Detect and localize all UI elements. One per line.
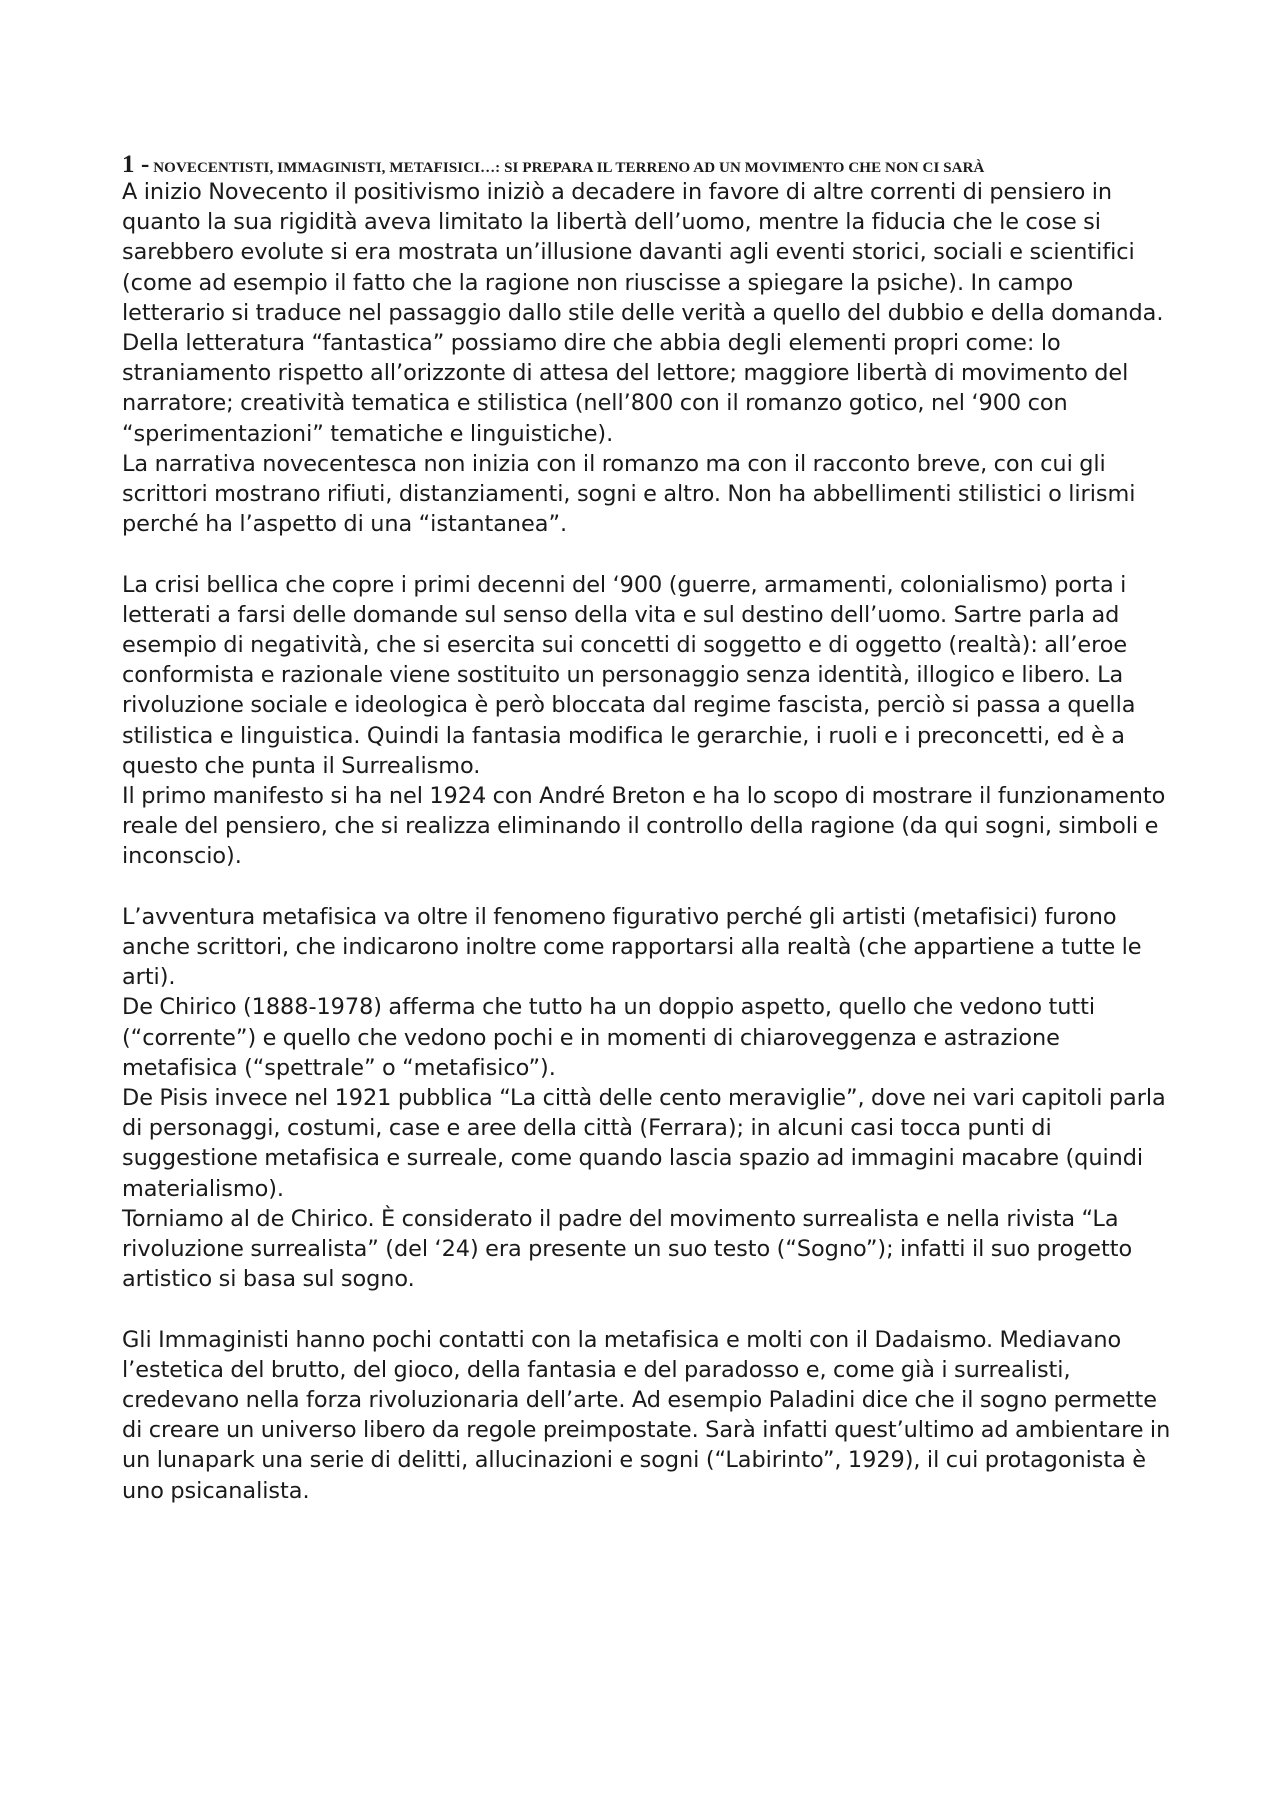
paragraph-spacer <box>122 872 1174 902</box>
paragraph: La crisi bellica che copre i primi decenni del ‘900 (guerre, armamenti, colonialismo) porta i letterati a farsi delle domande sul senso della vita e sul destino dell’uomo. Sartre parla ad esempio di negatività, che si esercita sui concetti di soggetto e di oggetto (realtà): all’eroe conformista e razionale viene sostituito un personaggio senza identità, illogico e libero. La rivoluzione sociale e ideologica è però bloccata dal regime fascista, perciò si passa a quella stilistica e linguistica. Quindi la fantasia modifica le gerarchie, i ruoli e i preconcetti, ed è a questo che punta il Surrealismo. <box>122 571 1136 779</box>
paragraph: Torniamo al de Chirico. È considerato il padre del movimento surrealista e nella rivista “La rivoluzione surrealista” (del ‘24) era presente un suo testo (“Sogno”); infatti il suo progetto artistico si basa sul sogno. <box>122 1205 1133 1293</box>
paragraph: A inizio Novecento il positivismo iniziò a decadere in favore di altre correnti di pensiero in quanto la sua rigidità aveva limitato la libertà dell’uomo, mentre la fiducia che le cose si sarebbero evolute si era mostrata un’illusione davanti agli eventi storici, sociali e scientifici (come ad esempio il fatto che la ragione non riuscisse a spiegare la psiche). In campo letterario si traduce nel passaggio dallo stile delle verità a quello del dubbio e della domanda. <box>122 179 1164 326</box>
paragraph: Gli Immaginisti hanno pochi contatti con la metafisica e molti con il Dadaismo. Mediavano l’estetica del brutto, del gioco, della fantasia e del paradosso e, come già i surrealisti, credevano nella forza rivoluzionaria dell’arte. Ad esempio Paladini dice che il sogno permette di creare un universo libero da regole preimpostate. Sarà infatti quest’ultimo ad ambientare in un lunapark una serie di delitti, allucinazioni e sogni (“Labirinto”, 1929), il cui protagonista è uno psicanalista. <box>122 1326 1171 1504</box>
section-heading <box>122 151 1174 178</box>
section-1 <box>122 177 1174 539</box>
section-title: NOVECENTISTI, IMMAGINISTI, METAFISICI…: SI PREPARA IL TERRENO AD UN MOVIMENTO CHE NON CI SARÀ <box>153 160 985 176</box>
paragraph-spacer <box>122 1294 1174 1324</box>
section-2 <box>122 570 1174 872</box>
paragraph: De Pisis invece nel 1921 pubblica “La città delle cento meraviglie”, dove nei vari capitoli parla di personaggi, costumi, case e aree della città (Ferrara); in alcuni casi tocca punti di suggestione metafisica e surreale, come quando lascia spazio ad immagini macabre (quindi materialismo). <box>122 1085 1166 1202</box>
paragraph: Della letteratura “fantastica” possiamo dire che abbia degli elementi propri come: lo straniamento rispetto all’orizzonte di attesa del lettore; maggiore libertà di movimento del narratore; creatività tematica e stilistica (nell’800 con il romanzo gotico, nel ‘900 con “sperimentazioni” tematiche e linguistiche). <box>122 330 1129 447</box>
paragraph: De Chirico (1888-1978) afferma che tutto ha un doppio aspetto, quello che vedono tutti (“corrente”) e quello che vedono pochi e in momenti di chiaroveggenza e astrazione metafisica (“spettrale” o “metafisico”). <box>122 994 1096 1081</box>
paragraph: Il primo manifesto si ha nel 1924 con André Breton e ha lo scopo di mostrare il funzionamento reale del pensiero, che si realizza eliminando il controllo della ragione (da qui sogni, simboli e inconscio). <box>122 783 1166 870</box>
section-4 <box>122 1325 1174 1506</box>
section-number: 1 - <box>122 151 150 178</box>
paragraph-spacer <box>122 539 1174 569</box>
document-page <box>122 151 1174 1506</box>
section-3 <box>122 902 1174 1295</box>
paragraph: L’avventura metafisica va oltre il fenomeno figurativo perché gli artisti (metafisici) furono anche scrittori, che indicarono inoltre come rapportarsi alla realtà (che appartiene a tutte le arti). <box>122 903 1142 991</box>
paragraph: La narrativa novecentesca non inizia con il romanzo ma con il racconto breve, con cui gli scrittori mostrano rifiuti, distanziamenti, sogni e altro. Non ha abbellimenti stilistici o lirismi perché ha l’aspetto di una “istantanea”. <box>122 450 1136 538</box>
